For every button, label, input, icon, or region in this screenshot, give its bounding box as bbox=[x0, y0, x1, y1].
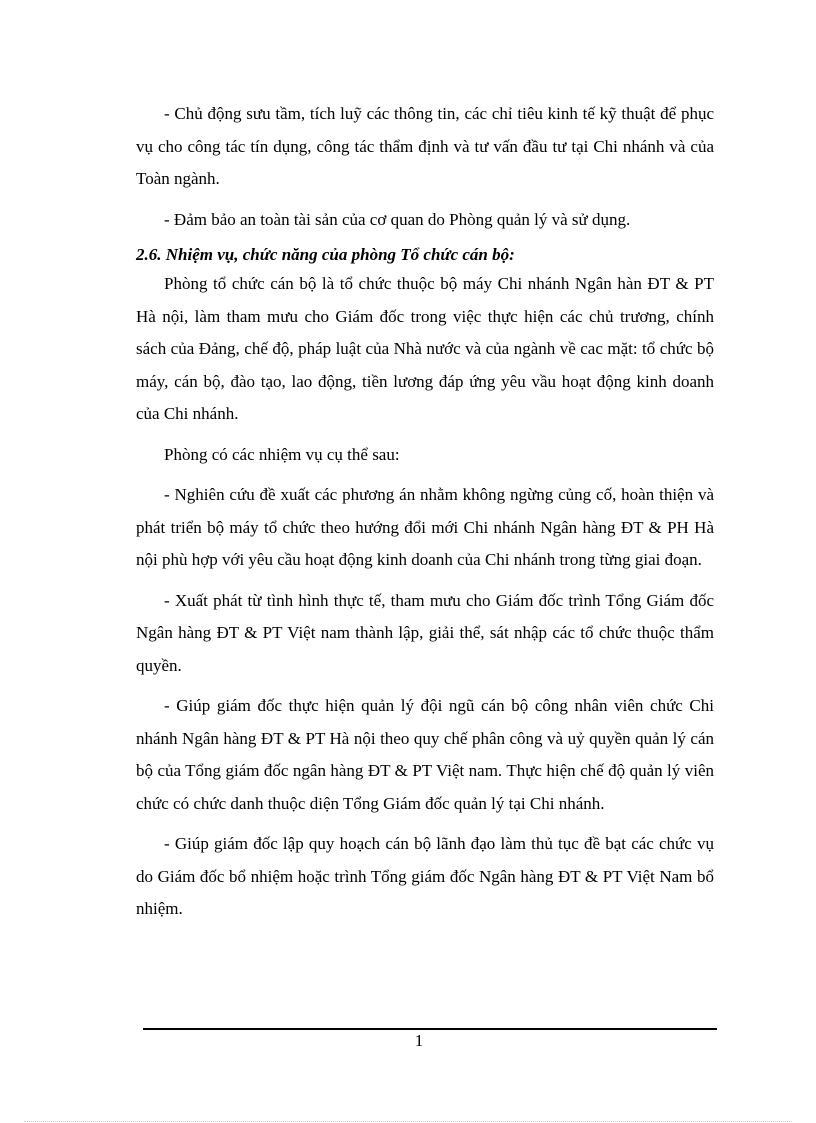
document-body bbox=[136, 98, 714, 926]
page-number: 1 bbox=[414, 1031, 424, 1050]
paragraph-duty-staff-management: - Giúp giám đốc thực hiện quản lý đội ngũ cán bộ công nhân viên chức Chi nhánh Ngân hàng ĐT & PT Hà nội theo quy chế phân công và uỷ quyền quản lý cán bộ của Tổng giám đốc ngân hàng ĐT & PT Việt nam. Thực hiện chế độ quản lý viên chức có chức danh thuộc diện Tổng Giám đốc quản lý tại Chi nhánh. bbox=[136, 696, 714, 813]
page-bottom-border bbox=[24, 1121, 792, 1122]
section-heading: 2.6. Nhiệm vụ, chức năng của phòng Tổ chức cán bộ: bbox=[136, 245, 515, 264]
paragraph-asset-safety: - Đảm bảo an toàn tài sản của cơ quan do Phòng quản lý và sử dụng. bbox=[164, 209, 631, 229]
paragraph-department-intro: Phòng tổ chức cán bộ là tổ chức thuộc bộ máy Chi nhánh Ngân hàn ĐT & PT Hà nội, làm tham mưu cho Giám đốc trong việc thực hiện các chủ trương, chính sách của Đảng, chế độ, pháp luật của Nhà nước và của ngành về cac mặt: tổ chức bộ máy, cán bộ, đào tạo, lao động, tiền lương đáp ứng yêu vầu hoạt động kinh doanh của Chi nhánh. bbox=[136, 274, 714, 423]
paragraph-duties-lead: Phòng có các nhiệm vụ cụ thể sau: bbox=[164, 444, 400, 464]
paragraph-duty-advise: - Xuất phát từ tình hình thực tế, tham mưu cho Giám đốc trình Tổng Giám đốc Ngân hàng ĐT & PT Việt nam thành lập, giải thể, sát nhập các tổ chức thuộc thẩm quyền. bbox=[136, 590, 714, 675]
paragraph-duty-organization: - Nghiên cứu đề xuất các phương án nhằm không ngừng củng cố, hoàn thiện và phát triển bộ máy tổ chức theo hướng đổi mới Chi nhánh Ngân hàng ĐT & PH Hà nội phù hợp với yêu cầu hoạt động kinh doanh của Chi nhánh trong từng giai đoạn. bbox=[136, 485, 714, 569]
paragraph-collect-info: - Chủ động sưu tầm, tích luỹ các thông tin, các chỉ tiêu kinh tế kỹ thuật để phục vụ cho công tác tín dụng, công tác thẩm định và tư vấn đầu tư tại Chi nhánh và của Toàn ngành. bbox=[136, 104, 714, 188]
paragraph-duty-planning: - Giúp giám đốc lập quy hoạch cán bộ lãnh đạo làm thủ tục đề bạt các chức vụ do Giám đốc bổ nhiệm hoặc trình Tổng giám đốc Ngân hàng ĐT & PT Việt Nam bổ nhiệm. bbox=[136, 834, 714, 918]
